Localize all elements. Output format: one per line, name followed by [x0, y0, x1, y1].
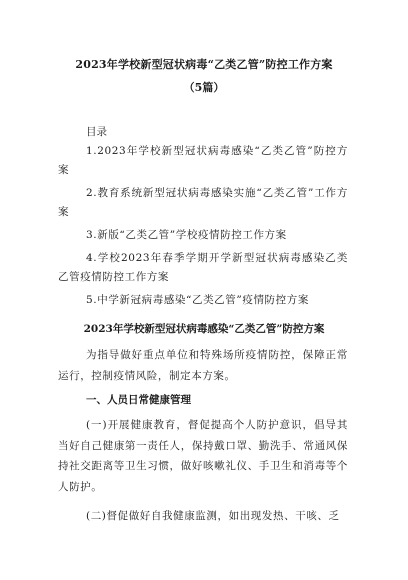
section-title: 2023年学校新型冠状病毒感染“乙类乙管”防控方案	[83, 323, 325, 335]
paragraph-two: (二)督促做好自我健康监测，如出现发热、干咳、乏	[86, 510, 340, 522]
section-heading-one: 一、人员日常健康管理	[86, 394, 191, 406]
toc-item-2[interactable]: 2.教育系统新型冠状病毒感染实施“乙类乙管”工作方案	[58, 187, 348, 218]
paragraph-one: (一)开展健康教育，督促提高个人防护意识，倡导其当好自己健康第一责任人，保持戴口罩、勤洗手、常通风保持社交距离等卫生习惯，做好咳嗽礼仪、手卫生和消毒等个人防护。	[58, 419, 348, 493]
toc-item-5[interactable]: 5.中学新冠病毒感染“乙类乙管”疫情防控方案	[86, 294, 309, 306]
intro-paragraph: 为指导做好重点单位和特殊场所疫情防控，保障正常运行，控制疫情风险，制定本方案。	[58, 349, 348, 382]
toc-list	[58, 142, 348, 314]
toc-item-1[interactable]: 1.2023年学校新型冠状病毒感染“乙类乙管”防控方案	[58, 145, 348, 176]
toc-item-4[interactable]: 4.学校2023年春季学期开学新型冠状病毒感染乙类乙管疫情防控工作方案	[58, 252, 348, 283]
toc-heading: 目录	[86, 126, 107, 138]
toc-item-3[interactable]: 3.新版“乙类乙管”学校疫情防控工作方案	[86, 229, 287, 241]
document-title: 2023年学校新型冠状病毒“乙类乙管”防控工作方案	[75, 58, 333, 71]
document-subtitle: （5篇）	[183, 81, 225, 94]
